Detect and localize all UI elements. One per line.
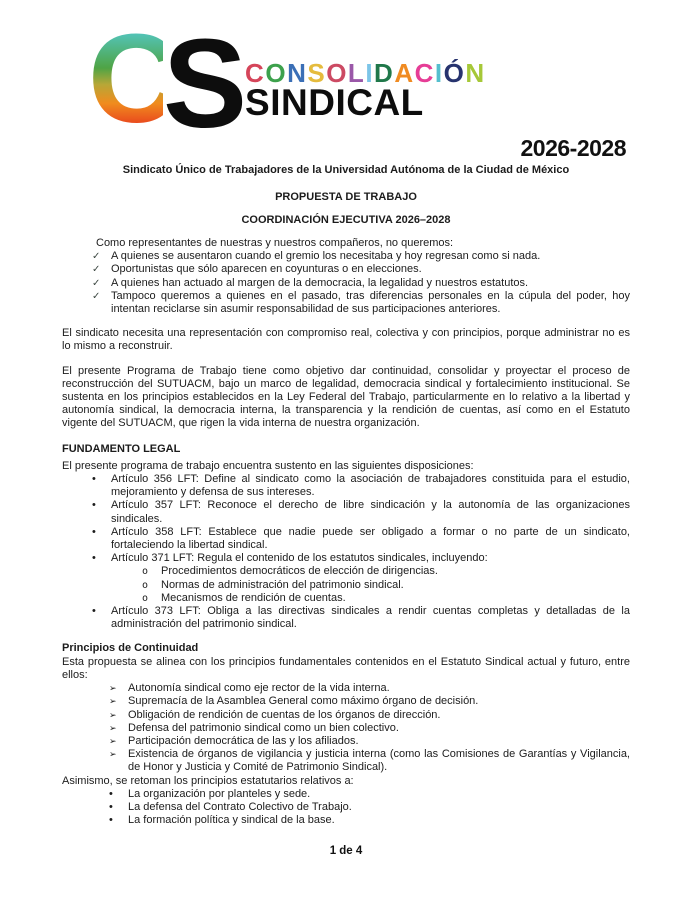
list-item [62,748,630,774]
list-item-text: A quienes se ausentaron cuando el gremio los necesitaba y hoy regresan como si nada. [111,250,541,263]
list-item [62,263,630,276]
list-item-text: A quienes han actuado al margen de la democracia, la legalidad y nuestros estatutos. [111,276,529,289]
circle-bullet-icon: o [142,566,149,578]
sub-list-item [62,592,630,605]
checkmark-icon: ✓ [92,251,101,263]
logo-letter: N [287,58,308,88]
document-title: PROPUESTA DE TRABAJO [275,191,417,203]
list-item-text: Procedimientos democráticos de elección de dirigencias. [161,565,438,578]
list-item [62,277,630,290]
list-item-text: Participación democrática de las y los afiliados. [128,734,359,747]
list-item [62,735,630,748]
paragraph: El sindicato necesita una representación con compromiso real, colectiva y con principios, porque administrar no es lo mismo a reconstruir. [62,327,630,353]
list-item-text: Existencia de órganos de vigilancia y justicia interna (como las Comisiones de Garantías y Vigilancia, de Honor y Justicia y Comité de Patrimonio Sindical). [128,748,630,774]
list-item [62,250,630,263]
list-item [62,682,630,695]
principles-lead: Esta propuesta se alinea con los principios fundamentales contenidos en el Estatuto Sindical actual y futuro, entre ellos: [62,655,630,681]
logo-letter: I [434,58,444,88]
bullet-icon: • [92,499,96,512]
list-item-text: La organización por planteles y sede. [128,787,311,800]
list-item [62,473,630,499]
logo-wordmark [245,24,486,123]
list-item [62,788,630,801]
bullet-icon: • [109,787,113,800]
document-body [62,237,630,827]
logo-letter: S [307,58,327,88]
cs-logo [88,8,486,154]
logo-letter: Ó [443,58,466,88]
legal-lead: El presente programa de trabajo encuentra sustento en las siguientes disposiciones: [62,459,474,472]
page-number: 1 de 4 [329,845,363,857]
list-item [62,526,630,552]
logo-letter: N [465,58,486,88]
paragraph: El presente Programa de Trabajo tiene como objetivo dar continuidad, consolidar y proyectar el proceso de reconstrucción del SUTUACM, bajo un marco de legalidad, democracia sindical y fortalecimiento institucional. Se sustenta en los principios establecidos en la Ley Federal del Trabajo, particularmente en lo relativo a la libertad y autonomía sindical, la democracia interna, la transparencia y la rendición de cuentas, así como en el Estatuto vigente del SUTUACM, que rigen la vida interna de nuestra organización. [62,364,630,430]
list-item-text: La defensa del Contrato Colectivo de Trabajo. [128,800,352,813]
bullet-icon: • [92,552,96,565]
logo-letter: D [374,58,395,88]
list-item-text: La formación política y sindical de la base. [128,814,335,827]
section-heading-principios: Principios de Continuidad [62,642,199,655]
logo-letter: C [414,58,435,88]
arrow-bullet-icon: ➢ [109,683,117,694]
period-heading: 2026-2028 [520,135,626,161]
bullet-icon: • [92,525,96,538]
list-item [62,605,630,631]
list-item [62,552,630,565]
list-item [62,695,630,708]
list-item-text: Autonomía sindical como eje rector de la vida interna. [128,682,390,695]
list-item-text: Obligación de rendición de cuentas de los órganos de dirección. [128,708,441,721]
list-item-text: Artículo 373 LFT: Obliga a las directivas sindicales a rendir cuentas completas y detalladas de la administración del patrimonio sindical. [111,605,630,631]
list-item [62,709,630,722]
list-item [62,290,630,316]
sub-list-item [62,565,630,578]
bullet-icon: • [92,605,96,618]
bullet-icon: • [92,473,96,486]
organization-name: Sindicato Único de Trabajadores de la Universidad Autónoma de la Ciudad de México [122,164,570,176]
logo-letter: A [394,58,415,88]
list-item [62,499,630,525]
closing-lead: Asimismo, se retoman los principios estatutarios relativos a: [62,774,354,787]
logo-word-sindical: SINDICAL [245,82,424,123]
arrow-bullet-icon: ➢ [109,709,117,720]
checkmark-icon: ✓ [92,290,101,302]
list-item-text: Mecanismos de rendición de cuentas. [161,591,346,604]
list-item-text: Artículo 357 LFT: Reconoce el derecho de libre sindicación y la autonomía de las organizaciones sindicales. [111,499,630,525]
bullet-icon: • [109,800,113,813]
arrow-bullet-icon: ➢ [109,749,117,760]
sub-list-item [62,579,630,592]
logo-letter: L [347,58,366,88]
circle-bullet-icon: o [142,579,149,591]
list-item-text: Defensa del patrimonio sindical como un bien colectivo. [128,721,399,734]
logo-black-s: S [163,13,232,154]
logo-letter: I [365,58,375,88]
checkmark-icon: ✓ [92,264,101,276]
arrow-bullet-icon: ➢ [109,722,117,733]
list-item-text: Supremacía de la Asamblea General como máximo órgano de decisión. [128,695,479,708]
logo-letter: C [245,58,266,88]
document-subtitle: COORDINACIÓN EJECUTIVA 2026–2028 [241,214,451,226]
list-item [62,801,630,814]
bullet-icon: • [109,814,113,827]
arrow-bullet-icon: ➢ [109,696,117,707]
arrow-bullet-icon: ➢ [109,735,117,746]
cs-monogram [88,8,232,154]
list-item [62,814,630,827]
section-heading-fundamento-legal: FUNDAMENTO LEGAL [62,442,181,455]
list-item-text: Normas de administración del patrimonio sindical. [161,578,404,591]
logo-letter: O [326,58,348,88]
list-item-text: Oportunistas que sólo aparecen en coyunturas o en elecciones. [111,263,422,276]
list-item-text: Tampoco queremos a quienes en el pasado, tras diferencias personales en la cúpula del poder, hoy intentan reciclarse sin asumir responsabilidad de sus participaciones anteriores. [111,289,630,316]
list-item-text: Artículo 356 LFT: Define al sindicato como la asociación de trabajadores constituida para el estudio, mejoramiento y defensa de sus intereses. [111,473,630,499]
circle-bullet-icon: o [142,592,149,604]
list-item-text: Artículo 371 LFT: Regula el contenido de los estatutos sindicales, incluyendo: [111,552,488,565]
intro-lead: Como representantes de nuestras y nuestros compañeros, no queremos: [96,237,454,249]
checkmark-icon: ✓ [92,277,101,289]
list-item-text: Artículo 358 LFT: Establece que nadie puede ser obligado a formar o no parte de un sindicato, fortaleciendo la libertad sindical. [111,525,630,552]
list-item [62,722,630,735]
logo-gradient-c: C [88,8,163,149]
logo-letter: O [265,58,288,88]
